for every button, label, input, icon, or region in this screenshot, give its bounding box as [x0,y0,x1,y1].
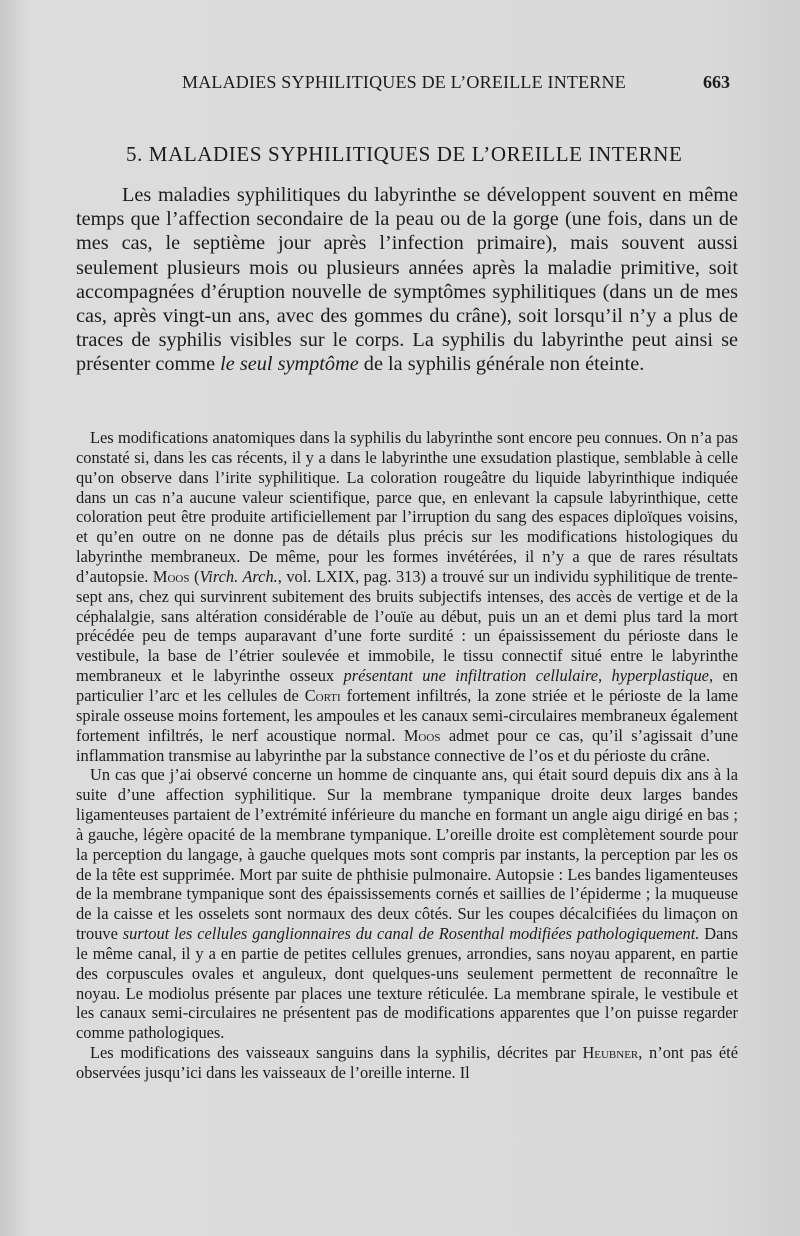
text-run: Un cas que j’ai observé concerne un homme de cinquante ans, qui était sourd depuis dix ans à la suite d’une affection syphilitique. Sur la membrane tympanique droite deux larges bandes ligamenteuses partaient de l’extrémité inférieure du manche en formant un angle aigu dirigé en bas ; à gauche, légère opacité de la membrane tympanique. L’oreille droite est complètement sourde pour la perception du langage, à gauche quelques mots sont compris par instants, la perception par les os de la tête est supprimée. Mort par suite de phthisie pulmonaire. Autopsie : Les bandes ligamenteuses de la membrane tympanique sont des épaississements cornés et saillies de l’épiderme ; la muqueuse de la caisse et les osselets sont normaux des deux côtés. Sur les coupes décalcifiées du limaçon on trouve [76,765,738,944]
text-run: , vol. LXIX, pag. 313) a trouvé sur un individu syphilitique de trente-sept ans, chez qui survinrent subitement des bruits subjectifs intenses, des accès de vertige et de la céphalalgie, sans altération considérable de l’ouïe au début, puis un an et demi plus tard la mort précédée peu de temps auparavant d’une forte surdité : un épaississement du périoste dans le vestibule, la base de l’étrier soulevée et immobile, le tissu connectif situé entre le labyrinthe membraneux et le labyrinthe osseux [76,566,738,686]
text-run: fortement infiltrés, la zone striée et le périoste de la lame spirale osseuse moins fortement, les ampoules et les canaux semi-circulaires membraneux également fortement infiltrés, le nerf acoustique normal. [76,685,738,745]
page-number: 663 [703,72,730,92]
text-run: , n’ont pas été observées jusqu’ici dans les vaisseaux de l’oreille interne. Il [76,1043,738,1082]
running-header [0,72,800,96]
section-title: 5. MALADIES SYPHILITIQUES DE L’OREILLE INTERNE [126,142,683,166]
author-name: Moos [152,566,190,586]
text-run: Les modifications anatomiques dans la syphilis du labyrinthe sont encore peu connues. On n’a pas constaté si, dans les cas récents, il y a dans le labyrinthe une exsudation plastique, semblable à celle qu’on observe dans l’irite syphilitique. La coloration rougeâtre du liquide labyrinthique indiquée dans un cas n’a aucune valeur scientifique, parce que, en enlevant la capsule labyrinthique, cette coloration peut être produite artificiellement par l’irruption du sang des espaces diploïques voisins, et qu’en outre on ne donne pas de détails plus précis sur les modifications histologiques du labyrinthe membraneux. De même, pour les formes invétérées, il n’y a que de rares résultats d’autopsie. [76,428,738,586]
citation: Virch. Arch. [199,566,278,586]
author-name: Heubner [582,1043,639,1063]
text-run: , en particulier l’arc et les cellules de [76,666,738,705]
text-run: Les modifications des vaisseaux sanguins dans la syphilis, décrites par [90,1043,583,1063]
text-run: ( [189,566,200,586]
paragraph-case [76,765,738,1043]
intro-text-part: de la syphilis générale non éteinte. [358,353,645,376]
running-title: MALADIES SYPHILITIQUES DE L’OREILLE INTERNE [182,72,626,92]
small-print-section [76,428,738,1083]
emphasis-text: présentant une infiltration cellulaire, hyperplastique [343,666,709,686]
text-run: admet pour ce cas, qu’il s’agissait d’une inflammation transmise au labyrinthe par la substance connective de l’os et du périoste du crâne. [76,725,738,765]
intro-text [76,183,738,377]
emphasis-text: surtout les cellules ganglionnaires du canal de Rosenthal modifiées pathologiquement. [122,924,700,944]
author-name: Moos [403,725,441,745]
intro-emphasis: le seul symptôme [220,353,359,376]
text-run: Dans le même canal, il y a en partie de petites cellules grenues, arrondies, sans noyau apparent, en partie des corpuscules ovales et anguleux, dont quelques-uns seulement permettent de reconnaître le noyau. Le modiolus présente par places une texture réticulée. La membrane spirale, le vestibule et les canaux semi-circulaires ne présentent pas de modifications apparentes que l’on puisse regarder comme pathologiques. [76,924,738,1043]
paragraph-vessels [76,1043,738,1083]
paragraph-anatomy [76,428,738,765]
intro-text-part: Les maladies syphilitiques du labyrinthe se développent souvent en même temps que l’affection secondaire de la peau ou de la gorge (une fois, dans un de mes cas, le septième jour après l’infection primaire), mais souvent aussi seulement plusieurs mois ou plusieurs années après la maladie primitive, soit accompagnées d’éruption nouvelle de symptômes syphilitiques (dans un de mes cas, après vingt-un ans, avec des gommes du crâne), soit lorsqu’il n’y a plus de traces de syphilis visibles sur le corps. La syphilis du labyrinthe peut ainsi se présenter comme [76,184,738,376]
intro-paragraph [76,183,738,377]
author-name: Corti [304,685,341,705]
